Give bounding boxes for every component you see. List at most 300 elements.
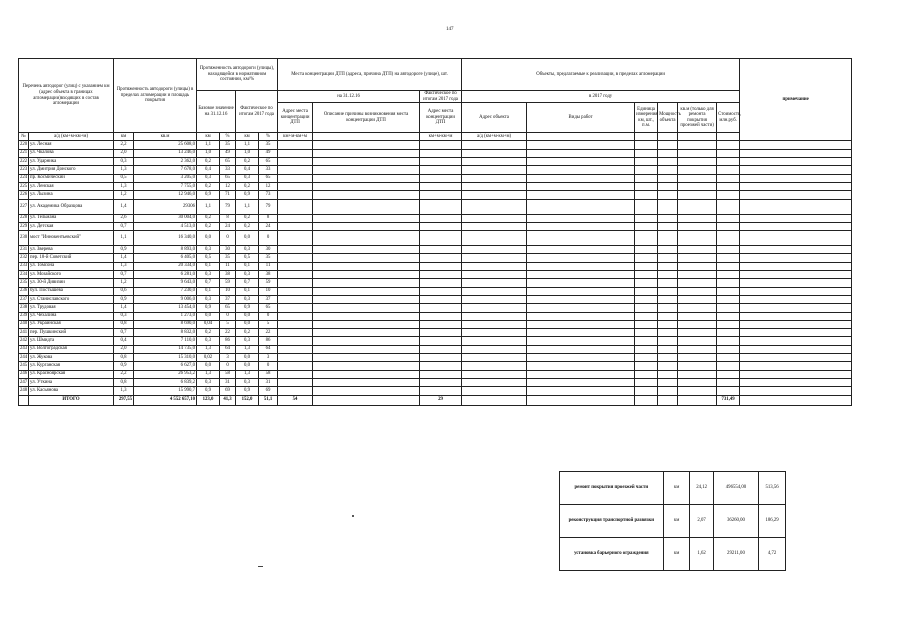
empty-cell (635, 222, 658, 230)
summary-unit: км (663, 538, 690, 571)
empty-cell (313, 345, 420, 353)
road-area: 13 454,0 (134, 304, 197, 312)
empty-cell (717, 312, 740, 320)
fact-pct: 86 (259, 337, 278, 345)
empty-cell (527, 246, 635, 254)
header-work-type: Виды работ (527, 103, 635, 133)
header-dtp-fact2017: Фактическое по итогам 2017 года (420, 91, 462, 103)
empty-cell (635, 345, 658, 353)
empty-cell (462, 158, 527, 166)
fact-pct: 49 (259, 149, 278, 157)
total-base-km: 123,0 (197, 395, 220, 405)
base-km: 1,3 (197, 345, 220, 353)
base-pct: 65 (220, 304, 236, 312)
road-length: 1,3 (114, 182, 134, 190)
empty-cell (740, 246, 852, 254)
empty-cell (420, 337, 462, 345)
row-number: 238 (19, 304, 29, 312)
fact-pct: 64 (259, 345, 278, 353)
header-unit: Единица измерения км, шт., п.м. (635, 103, 658, 133)
road-name: ул. Касьянова (29, 387, 114, 395)
header-base: Базовое значение на 31.12.16 (197, 91, 236, 133)
road-name: ул. Детская (29, 222, 114, 230)
total-row (19, 395, 852, 405)
row-number: 230 (19, 231, 29, 246)
fact-km: 0,0 (236, 312, 259, 320)
empty-cell (740, 287, 852, 295)
empty-cell (635, 295, 658, 303)
base-km: 0,2 (197, 222, 220, 230)
subheader-km3: км (236, 133, 259, 141)
empty-cell (462, 370, 527, 378)
table-row (19, 370, 852, 378)
base-km: 0,3 (197, 271, 220, 279)
road-area: 26 953,2 (134, 370, 197, 378)
empty-cell (420, 362, 462, 370)
road-area: 30 004,0 (134, 214, 197, 222)
empty-cell (740, 387, 852, 395)
row-number: 237 (19, 295, 29, 303)
empty-cell (658, 329, 678, 337)
empty-cell (527, 345, 635, 353)
empty-cell (462, 222, 527, 230)
empty-cell (635, 174, 658, 182)
road-name: бул. Постышева (29, 287, 114, 295)
base-pct: 79 (220, 199, 236, 214)
empty-cell (717, 387, 740, 395)
base-km: 1,1 (197, 141, 220, 149)
table-row (19, 149, 852, 157)
empty-cell (420, 345, 462, 353)
header-repair: кв.м (только для ремонта покрытия проезжей части) (678, 103, 717, 133)
base-km: 0,3 (197, 295, 220, 303)
summary-area: 36260,00 (713, 505, 758, 538)
empty-cell (717, 254, 740, 262)
empty-cell (658, 246, 678, 254)
fact-km: 0,7 (236, 279, 259, 287)
empty-cell (740, 231, 852, 246)
fact-pct: 69 (259, 387, 278, 395)
road-area: 25 608,0 (134, 141, 197, 149)
table-row (19, 231, 852, 246)
fact-km: 1,0 (236, 149, 259, 157)
base-km: 0,4 (197, 166, 220, 174)
summary-row (560, 472, 786, 505)
empty-cell (278, 387, 313, 395)
empty-cell (658, 191, 678, 199)
base-pct: 0 (220, 362, 236, 370)
base-km: 0,2 (197, 214, 220, 222)
empty-cell (740, 337, 852, 345)
empty-cell (658, 174, 678, 182)
empty-cell (678, 246, 717, 254)
fact-pct: 37 (259, 295, 278, 303)
road-length: 1,4 (114, 304, 134, 312)
base-km: 0,3 (197, 246, 220, 254)
road-name: ул. 30-й Дивизии (29, 279, 114, 287)
base-pct: 65 (220, 158, 236, 166)
header-obj-addr: Адрес объекта (462, 103, 527, 133)
fact-pct: 79 (259, 199, 278, 214)
empty-cell (717, 158, 740, 166)
row-number: 243 (19, 345, 29, 353)
base-km: 0,7 (197, 279, 220, 287)
empty-cell (717, 214, 740, 222)
empty-cell (678, 141, 717, 149)
road-area: 8 690,0 (134, 320, 197, 328)
empty-cell (278, 337, 313, 345)
empty-cell (740, 262, 852, 270)
empty-cell (462, 199, 527, 214)
subheader-empty (635, 133, 658, 141)
empty-cell (717, 191, 740, 199)
road-area: 6 627,0 (134, 362, 197, 370)
empty-cell (635, 304, 658, 312)
empty-cell (717, 199, 740, 214)
empty-cell (313, 158, 420, 166)
empty-cell (278, 329, 313, 337)
empty-cell (313, 370, 420, 378)
empty-cell (635, 370, 658, 378)
stray-mark (258, 566, 263, 567)
table-row (19, 320, 852, 328)
header-note: примечание (740, 59, 852, 141)
empty-cell (313, 320, 420, 328)
empty-cell (678, 378, 717, 386)
empty-cell (717, 222, 740, 230)
road-name: пер. 18-й Советский (29, 254, 114, 262)
table-row (19, 166, 852, 174)
fact-km: 0,9 (236, 304, 259, 312)
empty-cell (420, 246, 462, 254)
empty-cell (313, 254, 420, 262)
empty-cell (278, 354, 313, 362)
row-number: 235 (19, 279, 29, 287)
empty-cell (462, 174, 527, 182)
base-km: 0,3 (197, 174, 220, 182)
row-number: 225 (19, 182, 29, 190)
total-cost: 731,49 (717, 395, 740, 405)
empty-cell (658, 158, 678, 166)
row-number: 246 (19, 370, 29, 378)
empty-cell (420, 312, 462, 320)
row-number: 241 (19, 329, 29, 337)
base-pct: 69 (220, 387, 236, 395)
empty-cell (420, 214, 462, 222)
empty-cell (527, 191, 635, 199)
empty-cell (658, 304, 678, 312)
empty-cell (313, 246, 420, 254)
empty-cell (635, 254, 658, 262)
table-row (19, 362, 852, 370)
empty-cell (717, 287, 740, 295)
road-area: 9 643,0 (134, 279, 197, 287)
header-normative: Протяженность автодороги (улицы), находящейся в нормативном состоянии, км/% (197, 59, 278, 91)
empty-cell (658, 199, 678, 214)
empty-cell (658, 271, 678, 279)
empty-cell (527, 166, 635, 174)
empty-cell (313, 304, 420, 312)
empty-cell (678, 182, 717, 190)
road-area: 7 755,0 (134, 182, 197, 190)
base-pct: 58 (220, 370, 236, 378)
fact-pct: 35 (259, 254, 278, 262)
summary-table (559, 471, 786, 571)
empty-cell (635, 387, 658, 395)
empty-cell (527, 158, 635, 166)
empty-cell (678, 254, 717, 262)
empty-cell (278, 262, 313, 270)
base-pct: 8 (220, 214, 236, 222)
fact-pct: 38 (259, 271, 278, 279)
road-area: 4 513,0 (134, 222, 197, 230)
road-length: 1,3 (114, 262, 134, 270)
road-area: 14 735,0 (134, 345, 197, 353)
empty-cell (462, 182, 527, 190)
road-area: 8 893,0 (134, 246, 197, 254)
road-name: ул. Лызина (29, 191, 114, 199)
empty-cell (658, 337, 678, 345)
empty-cell (313, 149, 420, 157)
empty-cell (278, 295, 313, 303)
empty-cell (278, 254, 313, 262)
header-dtp-date: на 31.12.16 (278, 91, 420, 103)
empty-cell (678, 304, 717, 312)
road-name: ул. Академика Образцова (29, 199, 114, 214)
empty-cell (658, 141, 678, 149)
fact-km: 0,2 (236, 158, 259, 166)
road-name: ул. Красноярская (29, 370, 114, 378)
road-area: 9 006,0 (134, 295, 197, 303)
empty-cell (462, 149, 527, 157)
road-area: 16 340,0 (134, 231, 197, 246)
empty-cell (313, 337, 420, 345)
empty-cell (658, 262, 678, 270)
fact-km: 1,1 (236, 141, 259, 149)
summary-capacity: 1,62 (690, 538, 713, 571)
road-length: 1,3 (114, 166, 134, 174)
base-pct: 49 (220, 149, 236, 157)
empty-cell (740, 329, 852, 337)
table-row (19, 329, 852, 337)
road-name: ул. Дмитрия Донского (29, 166, 114, 174)
empty-cell (678, 362, 717, 370)
road-length: 0,7 (114, 222, 134, 230)
base-km: 0,1 (197, 287, 220, 295)
empty-cell (635, 166, 658, 174)
empty-cell (527, 149, 635, 157)
row-number: 239 (19, 312, 29, 320)
fact-pct: 0 (259, 362, 278, 370)
empty-cell (527, 329, 635, 337)
row-number: 228 (19, 214, 29, 222)
empty-cell (740, 166, 852, 174)
empty-cell (278, 312, 313, 320)
empty-cell (527, 271, 635, 279)
empty-cell (635, 271, 658, 279)
empty-cell (678, 337, 717, 345)
empty-cell (278, 158, 313, 166)
row-number: 236 (19, 287, 29, 295)
empty-cell (527, 354, 635, 362)
empty-cell (658, 254, 678, 262)
table-row (19, 337, 852, 345)
road-length: 2,0 (114, 149, 134, 157)
header-road: Перечень автодорог (улиц) с указанием км (адрес объекта в границах агломерации)входящих в состав агломерации (19, 59, 114, 133)
empty-cell (420, 320, 462, 328)
empty-cell (635, 362, 658, 370)
road-length: 0,8 (114, 320, 134, 328)
empty-cell (678, 174, 717, 182)
road-length: 0,8 (114, 378, 134, 386)
road-name: ул. Шмидта (29, 337, 114, 345)
road-name: ул. Жукова (29, 354, 114, 362)
empty-cell (420, 182, 462, 190)
empty-cell (313, 362, 420, 370)
empty-cell (420, 262, 462, 270)
empty-cell (278, 191, 313, 199)
base-km: 0,2 (197, 329, 220, 337)
empty-cell (635, 262, 658, 270)
empty-cell (527, 262, 635, 270)
table-row (19, 295, 852, 303)
row-number: 232 (19, 254, 29, 262)
base-pct: 10 (220, 287, 236, 295)
row-number: 229 (19, 222, 29, 230)
empty-cell (635, 214, 658, 222)
empty-cell (278, 362, 313, 370)
summary-unit: км (663, 505, 690, 538)
road-length: 0,7 (114, 329, 134, 337)
empty-cell (420, 287, 462, 295)
fact-pct: 3 (259, 354, 278, 362)
table-row (19, 182, 852, 190)
empty-cell (740, 295, 852, 303)
fact-km: 0,3 (236, 337, 259, 345)
base-pct: 0 (220, 231, 236, 246)
table-row (19, 199, 852, 214)
empty-cell (278, 182, 313, 190)
empty-cell (462, 231, 527, 246)
empty-cell (462, 246, 527, 254)
road-area: 6 839,2 (134, 378, 197, 386)
subheader-kmm: км+м-км+м (278, 133, 313, 141)
row-number: 233 (19, 262, 29, 270)
empty-cell (717, 141, 740, 149)
empty-cell (420, 231, 462, 246)
table-row (19, 158, 852, 166)
road-area: 12 946,0 (134, 191, 197, 199)
empty-cell (678, 279, 717, 287)
summary-capacity: 2,07 (690, 505, 713, 538)
road-length: 1,4 (114, 254, 134, 262)
fact-km: 0,2 (236, 214, 259, 222)
fact-pct: 12 (259, 182, 278, 190)
base-pct: 64 (220, 345, 236, 353)
empty-cell (278, 378, 313, 386)
empty-cell (420, 387, 462, 395)
empty-cell (678, 271, 717, 279)
empty-cell (278, 246, 313, 254)
road-name: ул. Ударника (29, 158, 114, 166)
base-km: 0,1 (197, 262, 220, 270)
table-row (19, 345, 852, 353)
empty-cell (740, 345, 852, 353)
road-name: ул. Чкалова (29, 149, 114, 157)
empty-cell (740, 141, 852, 149)
summary-cost: 4,72 (759, 538, 786, 571)
road-length: 0,7 (114, 271, 134, 279)
empty-cell (527, 174, 635, 182)
empty-cell (717, 295, 740, 303)
total-label: ИТОГО (29, 395, 114, 405)
empty-cell (420, 174, 462, 182)
empty-cell (462, 312, 527, 320)
empty-cell (527, 387, 635, 395)
empty-cell (717, 231, 740, 246)
fact-km: 0,2 (236, 329, 259, 337)
road-area: 15 310,0 (134, 354, 197, 362)
base-pct: 22 (220, 329, 236, 337)
empty-cell (527, 222, 635, 230)
empty-cell (462, 287, 527, 295)
empty-cell (278, 279, 313, 287)
header-year: в 2017 году (462, 91, 740, 103)
total-dtp-2017: 29 (420, 395, 462, 405)
road-area: 6 405,0 (134, 254, 197, 262)
road-length: 0,8 (114, 354, 134, 362)
road-length: 1,1 (114, 231, 134, 246)
empty-cell (313, 378, 420, 386)
empty-cell (462, 320, 527, 328)
fact-km: 0,0 (236, 320, 259, 328)
empty-cell (678, 214, 717, 222)
empty-cell (462, 166, 527, 174)
empty-cell (313, 231, 420, 246)
table-row (19, 271, 852, 279)
empty-cell (420, 199, 462, 214)
empty-cell (717, 345, 740, 353)
empty-cell (658, 354, 678, 362)
empty-cell (635, 182, 658, 190)
subheader-road: а/д (км+м-км+м) (29, 133, 114, 141)
empty-cell (462, 271, 527, 279)
empty-cell (635, 287, 658, 295)
empty-cell (678, 191, 717, 199)
empty-cell (635, 231, 658, 246)
fact-pct: 5 (259, 320, 278, 328)
base-km: 0,04 (197, 320, 220, 328)
table-row (19, 222, 852, 230)
empty-cell (658, 231, 678, 246)
road-length: 0,3 (114, 158, 134, 166)
empty-cell (635, 320, 658, 328)
empty-cell (527, 312, 635, 320)
subheader-empty (527, 133, 635, 141)
empty-cell (717, 362, 740, 370)
base-pct: 11 (220, 262, 236, 270)
empty-cell (740, 362, 852, 370)
empty-cell (717, 166, 740, 174)
empty-cell (527, 320, 635, 328)
road-area: 7 678,0 (134, 166, 197, 174)
base-pct: 33 (220, 166, 236, 174)
empty-cell (278, 166, 313, 174)
subheader-empty (313, 133, 420, 141)
empty-cell (420, 222, 462, 230)
empty-cell (678, 370, 717, 378)
empty-cell (313, 191, 420, 199)
